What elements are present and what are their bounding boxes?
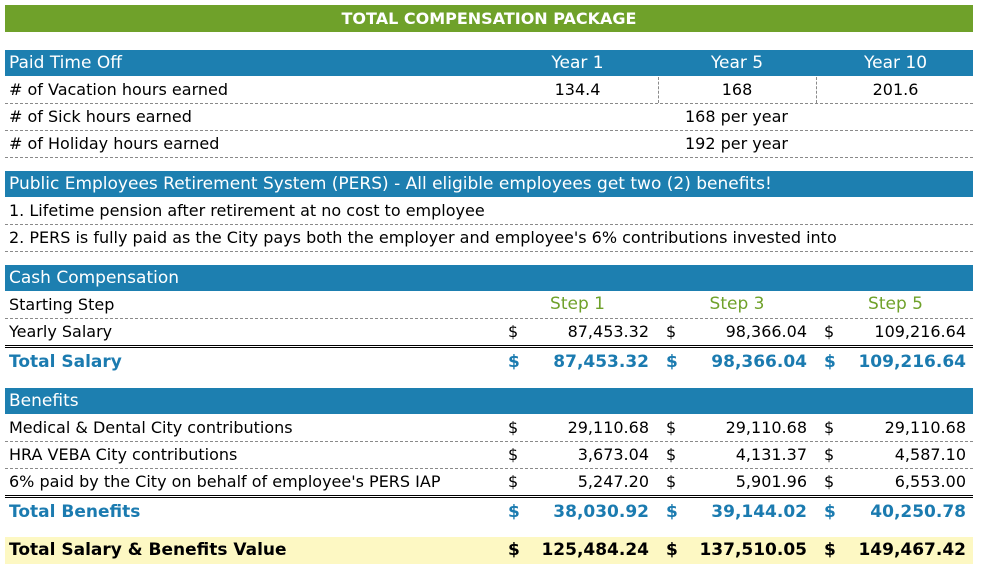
step-1-header: Step 1 bbox=[550, 294, 605, 314]
benefits-header-label: Benefits bbox=[9, 391, 79, 411]
page-title: TOTAL COMPENSATION PACKAGE bbox=[341, 9, 637, 28]
currency-symbol: $ bbox=[666, 472, 677, 491]
currency-symbol: $ bbox=[824, 322, 835, 341]
benefit-label: 6% paid by the City on behalf of employee's PERS IAP bbox=[9, 472, 441, 491]
currency-symbol: $ bbox=[666, 322, 677, 341]
benefit-row bbox=[5, 442, 973, 469]
salary-step-3: 98,366.04 bbox=[725, 322, 807, 341]
total-salary-step-3: 98,366.04 bbox=[711, 352, 807, 372]
grand-total-row bbox=[5, 537, 973, 564]
benefit-row bbox=[5, 415, 973, 442]
grand-total-step-1: 125,484.24 bbox=[541, 540, 649, 560]
benefit-label: Medical & Dental City contributions bbox=[9, 418, 293, 437]
currency-symbol: $ bbox=[508, 502, 520, 522]
cash-header-label: Cash Compensation bbox=[9, 268, 180, 288]
step-5-header: Step 5 bbox=[868, 294, 923, 314]
vacation-year-5: 168 bbox=[721, 80, 753, 99]
benefit-step-1: 29,110.68 bbox=[567, 418, 649, 437]
grand-total-label: Total Salary & Benefits Value bbox=[9, 540, 287, 560]
currency-symbol: $ bbox=[824, 418, 835, 437]
benefit-step-5: 4,587.10 bbox=[894, 445, 966, 464]
benefit-row bbox=[5, 469, 973, 498]
sick-label: # of Sick hours earned bbox=[9, 107, 192, 126]
total-benefits-step-5: 40,250.78 bbox=[870, 502, 966, 522]
benefit-step-5: 6,553.00 bbox=[894, 472, 966, 491]
currency-symbol: $ bbox=[824, 472, 835, 491]
pers-item-1: 1. Lifetime pension after retirement at no cost to employee bbox=[9, 201, 485, 220]
year-10-header: Year 10 bbox=[863, 53, 928, 73]
total-salary-step-5: 109,216.64 bbox=[858, 352, 966, 372]
currency-symbol: $ bbox=[508, 472, 519, 491]
salary-label: Yearly Salary bbox=[9, 322, 113, 341]
step-3-header: Step 3 bbox=[709, 294, 765, 314]
currency-symbol: $ bbox=[666, 445, 677, 464]
benefit-label: HRA VEBA City contributions bbox=[9, 445, 238, 464]
currency-symbol: $ bbox=[666, 502, 678, 522]
total-salary-row bbox=[5, 349, 973, 375]
benefit-step-3: 29,110.68 bbox=[725, 418, 807, 437]
pto-header bbox=[5, 50, 973, 76]
currency-symbol: $ bbox=[508, 418, 519, 437]
grand-total-step-3: 137,510.05 bbox=[699, 540, 807, 560]
sick-row bbox=[5, 104, 973, 131]
benefit-step-1: 3,673.04 bbox=[577, 445, 649, 464]
salary-row bbox=[5, 319, 973, 348]
benefit-step-3: 4,131.37 bbox=[735, 445, 807, 464]
year-5-header: Year 5 bbox=[710, 53, 764, 73]
total-salary-step-1: 87,453.32 bbox=[553, 352, 649, 372]
benefit-step-1: 5,247.20 bbox=[577, 472, 649, 491]
cash-header bbox=[5, 265, 973, 291]
benefit-step-3: 5,901.96 bbox=[735, 472, 807, 491]
holiday-row bbox=[5, 131, 973, 158]
page-title-bar bbox=[5, 5, 973, 32]
sick-value: 168 per year bbox=[685, 107, 788, 126]
vacation-row bbox=[5, 77, 973, 104]
pers-item-2: 2. PERS is fully paid as the City pays both the employer and employee's 6% contributions invested into bbox=[9, 228, 837, 247]
total-benefits-step-1: 38,030.92 bbox=[553, 502, 649, 522]
total-salary-label: Total Salary bbox=[9, 352, 122, 372]
currency-symbol: $ bbox=[824, 540, 836, 560]
total-benefits-row bbox=[5, 499, 973, 525]
currency-symbol: $ bbox=[508, 445, 519, 464]
currency-symbol: $ bbox=[666, 540, 678, 560]
pers-item bbox=[5, 198, 973, 225]
holiday-label: # of Holiday hours earned bbox=[9, 134, 220, 153]
currency-symbol: $ bbox=[824, 445, 835, 464]
vacation-year-10: 201.6 bbox=[872, 80, 919, 99]
salary-step-5: 109,216.64 bbox=[874, 322, 966, 341]
grand-total-step-5: 149,467.42 bbox=[858, 540, 966, 560]
vacation-year-1: 134.4 bbox=[554, 80, 601, 99]
benefits-header bbox=[5, 388, 973, 414]
year-1-header: Year 1 bbox=[551, 53, 604, 73]
total-benefits-step-3: 39,144.02 bbox=[711, 502, 807, 522]
pto-header-label: Paid Time Off bbox=[9, 53, 122, 73]
pers-header bbox=[5, 171, 973, 197]
currency-symbol: $ bbox=[508, 352, 520, 372]
currency-symbol: $ bbox=[508, 540, 520, 560]
pers-item bbox=[5, 225, 973, 252]
step-row bbox=[5, 292, 973, 319]
vacation-label: # of Vacation hours earned bbox=[9, 80, 228, 99]
salary-step-1: 87,453.32 bbox=[567, 322, 649, 341]
holiday-value: 192 per year bbox=[685, 134, 788, 153]
benefit-step-5: 29,110.68 bbox=[884, 418, 966, 437]
total-benefits-label: Total Benefits bbox=[9, 502, 141, 522]
currency-symbol: $ bbox=[666, 418, 677, 437]
currency-symbol: $ bbox=[666, 352, 678, 372]
pers-header-label: Public Employees Retirement System (PERS) - All eligible employees get two (2) benefits! bbox=[9, 174, 772, 194]
step-label: Starting Step bbox=[9, 295, 115, 314]
currency-symbol: $ bbox=[824, 352, 836, 372]
currency-symbol: $ bbox=[824, 502, 836, 522]
currency-symbol: $ bbox=[508, 322, 519, 341]
